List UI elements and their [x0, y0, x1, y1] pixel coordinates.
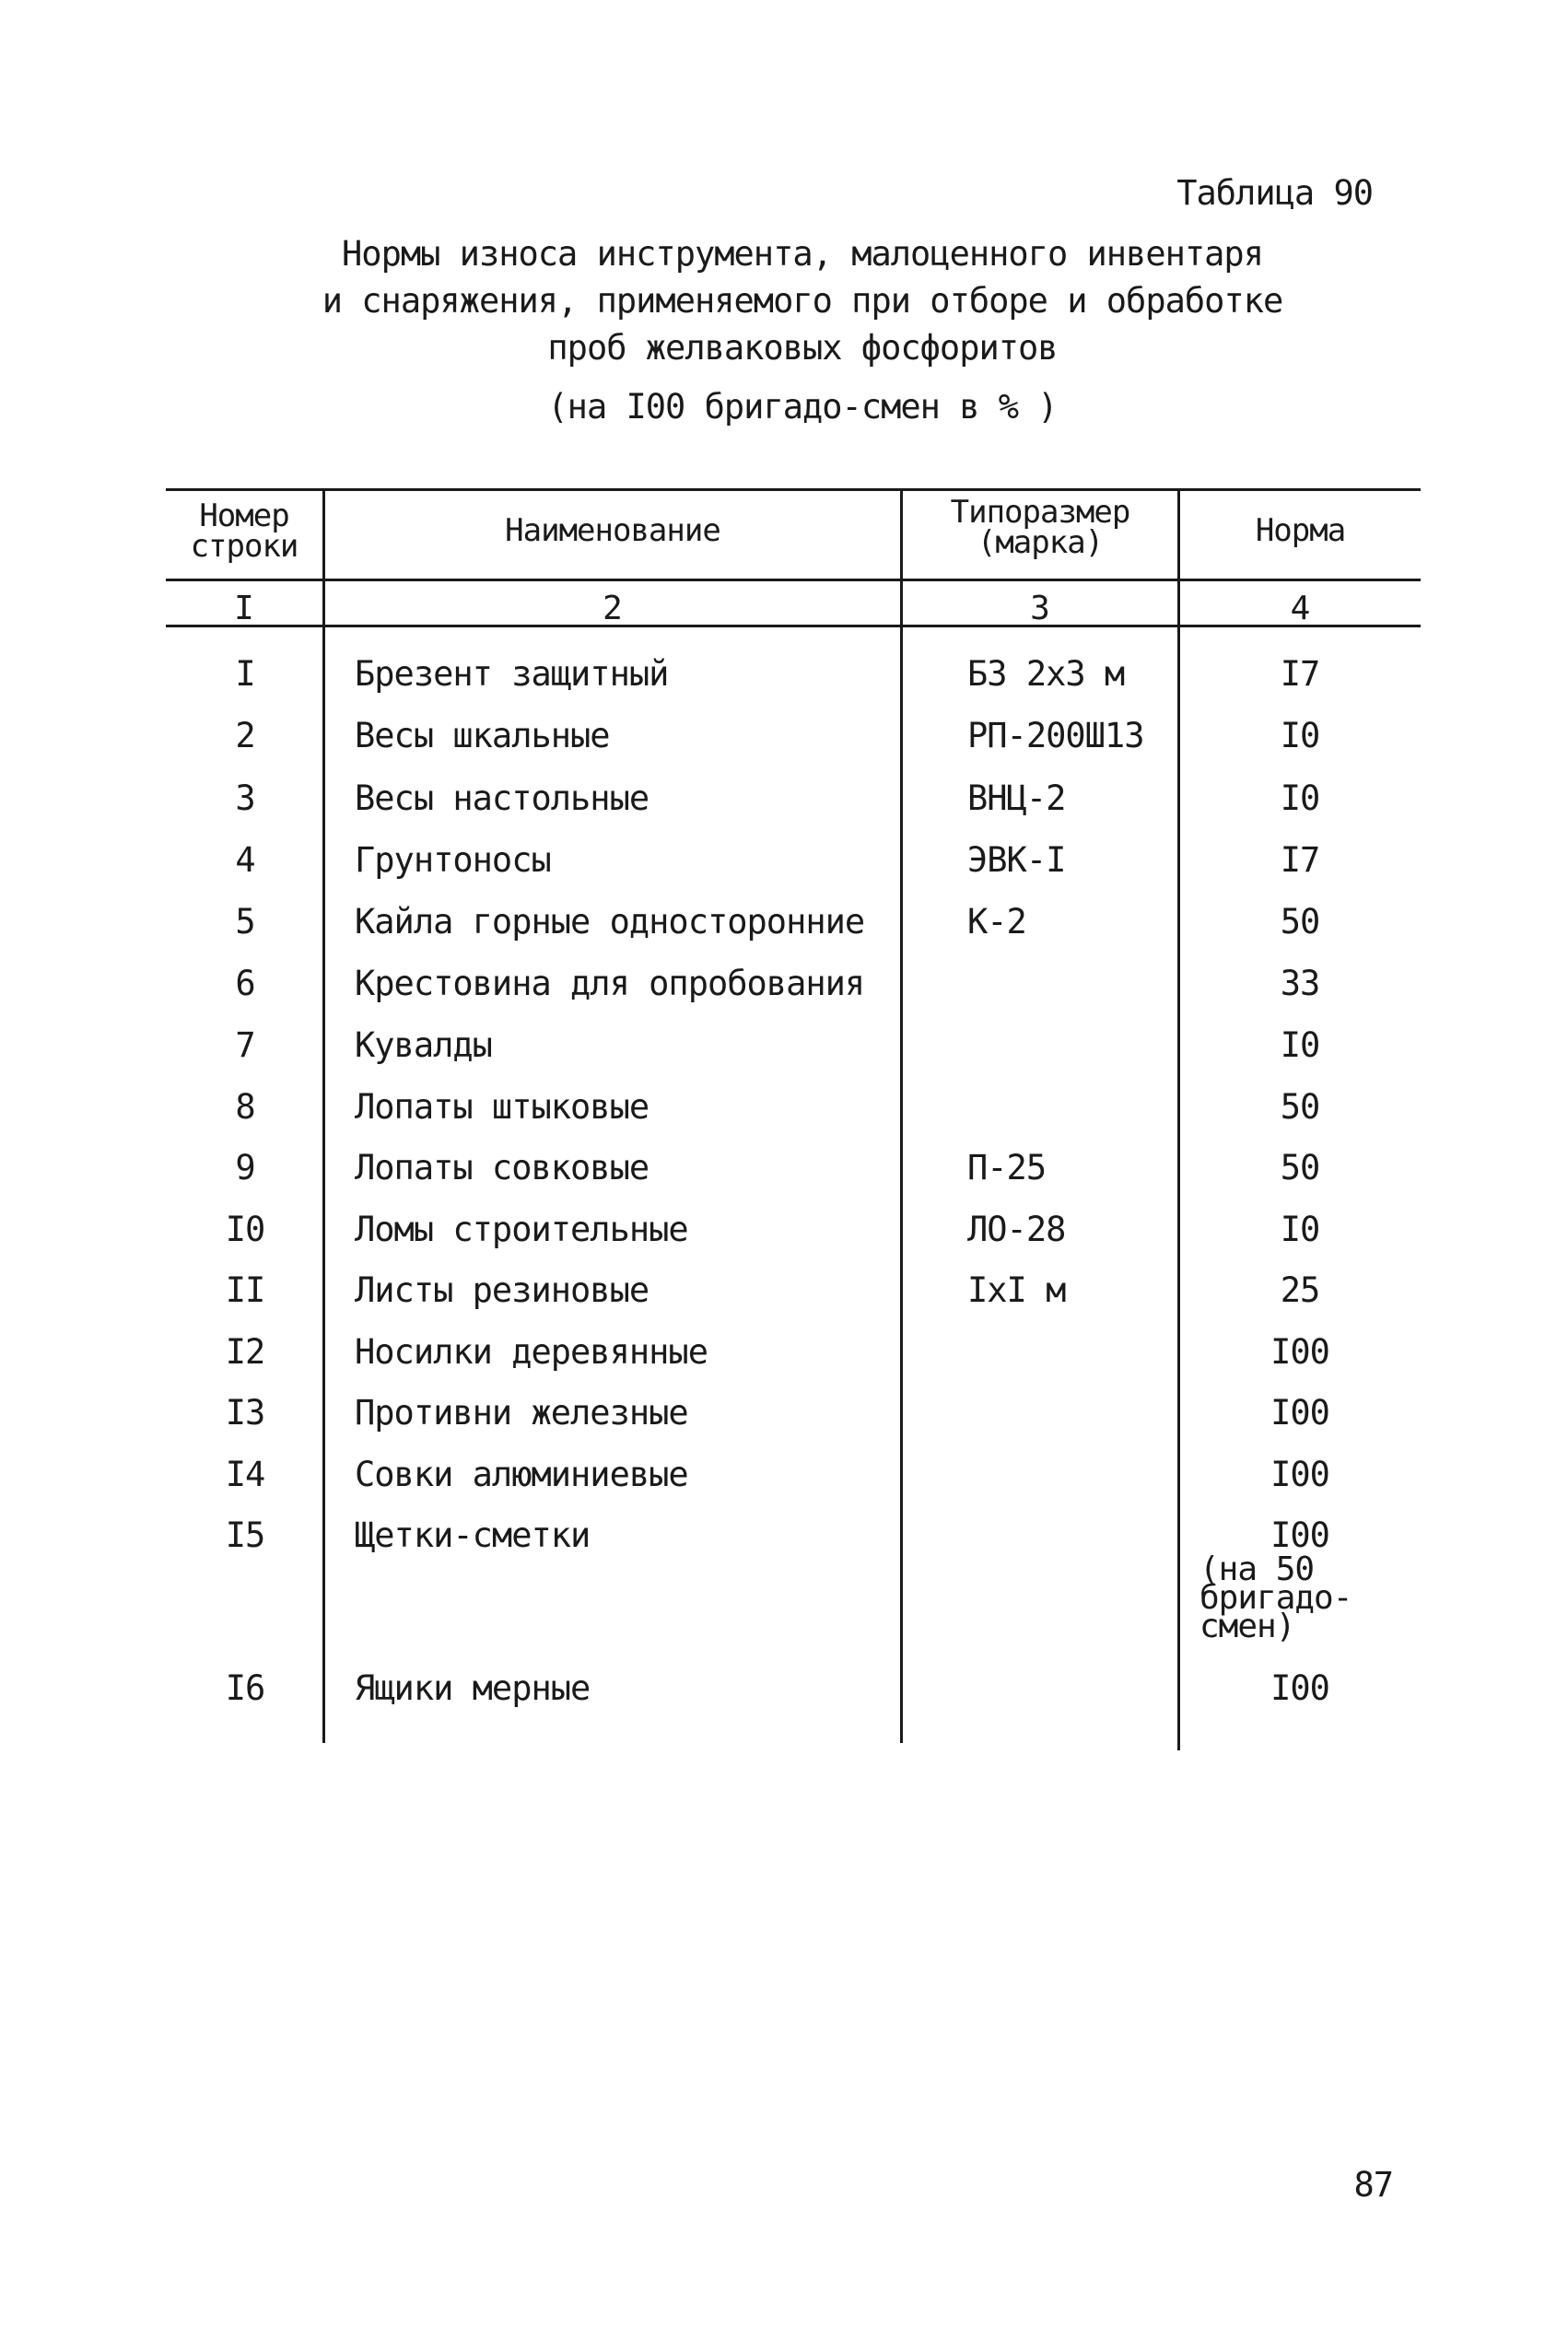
table-subtitle: (на I00 бригадо-смен в % ): [547, 387, 1058, 427]
row-name: Носилки деревянные: [355, 1332, 708, 1372]
row-number: I2: [225, 1332, 265, 1372]
row-size: БЗ 2х3 м: [967, 654, 1125, 694]
header-text: строки: [190, 528, 298, 565]
row-norm-note: смен): [1199, 1608, 1295, 1645]
row-size: ВНЦ-2: [967, 778, 1066, 818]
row-number: 2: [235, 716, 255, 755]
row-norm: 50: [1280, 1148, 1320, 1187]
row-number: 9: [235, 1148, 255, 1187]
row-number: 3: [235, 778, 255, 818]
row-number: 6: [235, 964, 255, 1003]
header-name: Наименование: [505, 512, 720, 549]
row-norm-note: бригадо-: [1199, 1579, 1352, 1617]
header-text: Типоразмер: [950, 494, 1130, 531]
row-name: Брезент защитный: [355, 654, 669, 694]
row-name: Грунтоносы: [355, 840, 551, 880]
table-label: Таблица 90: [1176, 173, 1373, 213]
page-number: 87: [1353, 2165, 1393, 2205]
row-norm: I00: [1270, 1455, 1329, 1494]
row-name: Кувалды: [355, 1025, 492, 1065]
row-name: Весы шкальные: [355, 716, 610, 755]
row-norm: I7: [1280, 654, 1320, 694]
row-size: П-25: [967, 1148, 1047, 1187]
row-size: К-2: [967, 902, 1026, 942]
table-top-rule: [166, 488, 1421, 491]
column-number: I: [234, 590, 254, 627]
column-number: 4: [1290, 590, 1311, 627]
row-norm: 33: [1280, 964, 1320, 1003]
row-name: Листы резиновые: [355, 1270, 649, 1310]
row-number: I6: [225, 1668, 265, 1708]
row-name: Ломы строительные: [355, 1210, 688, 1249]
header-text: Номер: [199, 497, 289, 534]
row-name: Весы настольные: [355, 778, 649, 818]
row-norm: I00: [1270, 1393, 1329, 1433]
row-size: IхI м: [967, 1270, 1066, 1310]
row-norm: I0: [1280, 1210, 1320, 1249]
header-bottom-rule: [166, 579, 1421, 581]
header-row-number: [166, 497, 322, 565]
header-text: (марка): [977, 524, 1104, 561]
row-number: 4: [235, 840, 255, 880]
row-norm-note: (на 50: [1199, 1550, 1315, 1588]
header-size: [903, 494, 1177, 561]
row-norm: I00: [1270, 1332, 1329, 1372]
row-size: ЭВК-I: [967, 840, 1066, 880]
row-norm: I7: [1280, 840, 1320, 880]
row-norm-cell: [1179, 1515, 1421, 1645]
row-number: I3: [225, 1393, 265, 1433]
title-line: и снаряжения, применяемого при отборе и обработке: [322, 281, 1283, 321]
row-norm: I0: [1280, 716, 1320, 755]
row-size: ЛО-28: [967, 1210, 1066, 1249]
row-number: 5: [235, 902, 255, 942]
row-norm: I00: [1270, 1668, 1329, 1708]
row-number: II: [225, 1270, 265, 1310]
row-name: Лопаты совковые: [355, 1148, 649, 1187]
row-number: I4: [225, 1455, 265, 1494]
row-norm: I0: [1280, 1025, 1320, 1065]
row-norm: 50: [1280, 902, 1320, 942]
column-number: 3: [1030, 590, 1050, 627]
row-name: Крестовина для опробования: [355, 964, 865, 1003]
row-number: I: [235, 654, 255, 694]
row-name: Лопаты штыковые: [355, 1087, 649, 1127]
row-name: Совки алюминиевые: [355, 1455, 688, 1494]
title-line: проб желваковых фосфоритов: [547, 328, 1058, 368]
row-name: Кайла горные односторонние: [355, 902, 865, 942]
row-number: 7: [235, 1025, 255, 1065]
row-number: I0: [225, 1210, 265, 1249]
row-norm: 25: [1280, 1270, 1320, 1310]
row-name: Щетки-сметки: [355, 1515, 591, 1555]
row-size: РП-200Ш13: [967, 716, 1144, 755]
row-norm: 50: [1280, 1087, 1320, 1127]
table-title: [0, 230, 1568, 371]
row-name: Ящики мерные: [355, 1668, 591, 1708]
row-number: 8: [235, 1087, 255, 1127]
row-norm: I00: [1270, 1515, 1329, 1555]
column-number: 2: [603, 590, 623, 627]
header-norm: Норма: [1255, 512, 1346, 549]
row-number: I5: [225, 1515, 265, 1555]
row-name: Противни железные: [355, 1393, 688, 1433]
row-norm: I0: [1280, 778, 1320, 818]
title-line: Нормы износа инструмента, малоценного инвентаря: [342, 234, 1263, 274]
